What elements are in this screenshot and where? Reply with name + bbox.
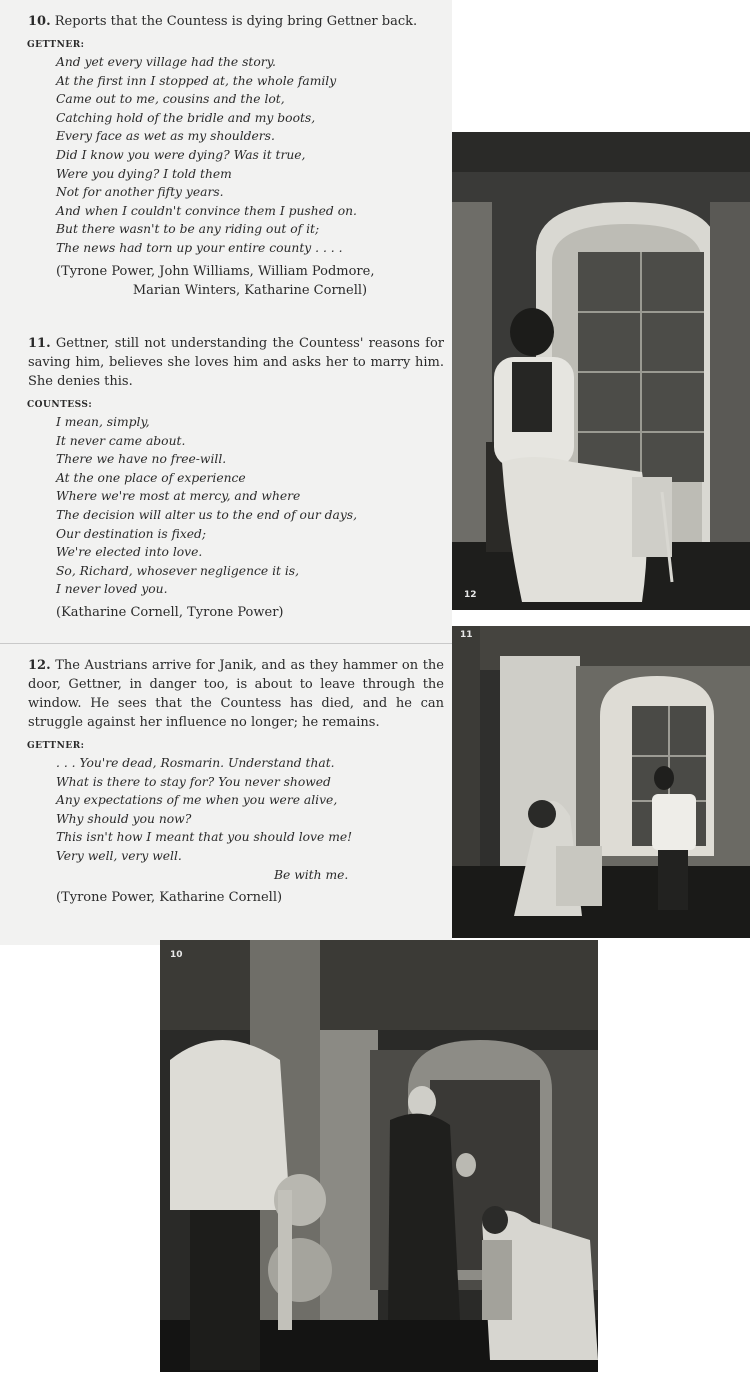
dialogue-line: Catching hold of the bridle and my boots, (56, 110, 316, 125)
dialogue-line: . . . You're dead, Rosmarin. Understand that. (56, 756, 335, 770)
scene-number: 12. (28, 658, 51, 673)
dialogue-line: And yet every village had the story. (56, 55, 276, 69)
stage-photo-10 (160, 940, 598, 1372)
photo-number: 10 (170, 950, 183, 960)
dialogue-line: But there wasn't to be any riding out of it; (56, 222, 320, 237)
dialogue-line: I mean, simply, (56, 415, 150, 429)
dialogue-line: Not for another fifty years. (56, 185, 224, 200)
dialogue-line: Came out to me, cousins and the lot, (56, 92, 285, 107)
photo-number: 11 (460, 630, 473, 640)
dialogue-line: So, Richard, whosever negligence it is, (56, 563, 300, 578)
scene-11 (28, 334, 444, 622)
scene-10 (28, 12, 444, 300)
photo-number: 12 (464, 590, 477, 600)
dialogue-lines (56, 53, 444, 258)
dialogue-line: Any expectations of me when you were alive, (56, 793, 338, 808)
dialogue-line: Be with me. (274, 867, 349, 882)
dialogue-line: This isn't how I meant that you should love me! (56, 830, 353, 845)
dialogue-line: The decision will alter us to the end of our days, (56, 507, 358, 522)
dialogue-line: And when I couldn't convince them I pushed on. (56, 203, 357, 218)
scene-number: 11. (28, 336, 51, 351)
speaker-label: GETTNER: (27, 40, 85, 50)
scene-11-heading (28, 334, 444, 391)
dialogue-line: There we have no free-will. (56, 452, 227, 467)
cast-list-continued: Marian Winters, Katharine Cornell) (132, 282, 368, 298)
scene-number: 10. (28, 14, 51, 29)
dialogue-lines (56, 754, 444, 884)
dialogue-line: We're elected into love. (56, 545, 203, 560)
scene-12-heading (28, 656, 444, 732)
stage-photo-11 (452, 626, 750, 938)
scene-description: Gettner, still not understanding the Countess' reasons for saving him, believes she loves him and asks her to marry him. She denies this. (28, 336, 444, 389)
dialogue-line: At the one place of experience (56, 470, 246, 485)
scene-12 (28, 656, 444, 907)
dialogue-line: I never loved you. (56, 582, 168, 597)
text-page (0, 0, 452, 945)
speaker-label: GETTNER: (27, 741, 85, 751)
dialogue-line: At the first inn I stopped at, the whole family (56, 73, 337, 88)
dialogue-line: It never came about. (56, 433, 186, 448)
dialogue-line: Very well, very well. (56, 848, 182, 863)
scene-description: Reports that the Countess is dying bring Gettner back. (54, 14, 418, 29)
cast-list: (Tyrone Power, John Williams, William Podmore, (56, 263, 375, 279)
scene-10-heading (28, 12, 444, 31)
dialogue-line: Were you dying? I told them (56, 166, 232, 181)
dialogue-line: Every face as wet as my shoulders. (56, 129, 275, 144)
dialogue-lines (56, 413, 444, 599)
cast-list: (Katharine Cornell, Tyrone Power) (56, 604, 284, 620)
dialogue-line: Why should you now? (56, 811, 192, 826)
dialogue-line: What is there to stay for? You never showed (56, 774, 331, 789)
section-divider (0, 643, 452, 644)
stage-photo-12 (452, 132, 750, 610)
cast-list: (Tyrone Power, Katharine Cornell) (56, 890, 283, 906)
scene-description: The Austrians arrive for Janik, and as they hammer on the door, Gettner, in danger too, is about to leave through the window. He sees that the Countess has died, and he can struggle against her influence no longer; he remains. (28, 658, 444, 730)
dialogue-line: The news had torn up your entire county . . . . (56, 240, 343, 255)
dialogue-line: Our destination is fixed; (56, 526, 207, 541)
dialogue-line: Where we're most at mercy, and where (56, 489, 301, 504)
dialogue-line: Did I know you were dying? Was it true, (56, 147, 306, 162)
speaker-label: COUNTESS: (27, 400, 93, 410)
